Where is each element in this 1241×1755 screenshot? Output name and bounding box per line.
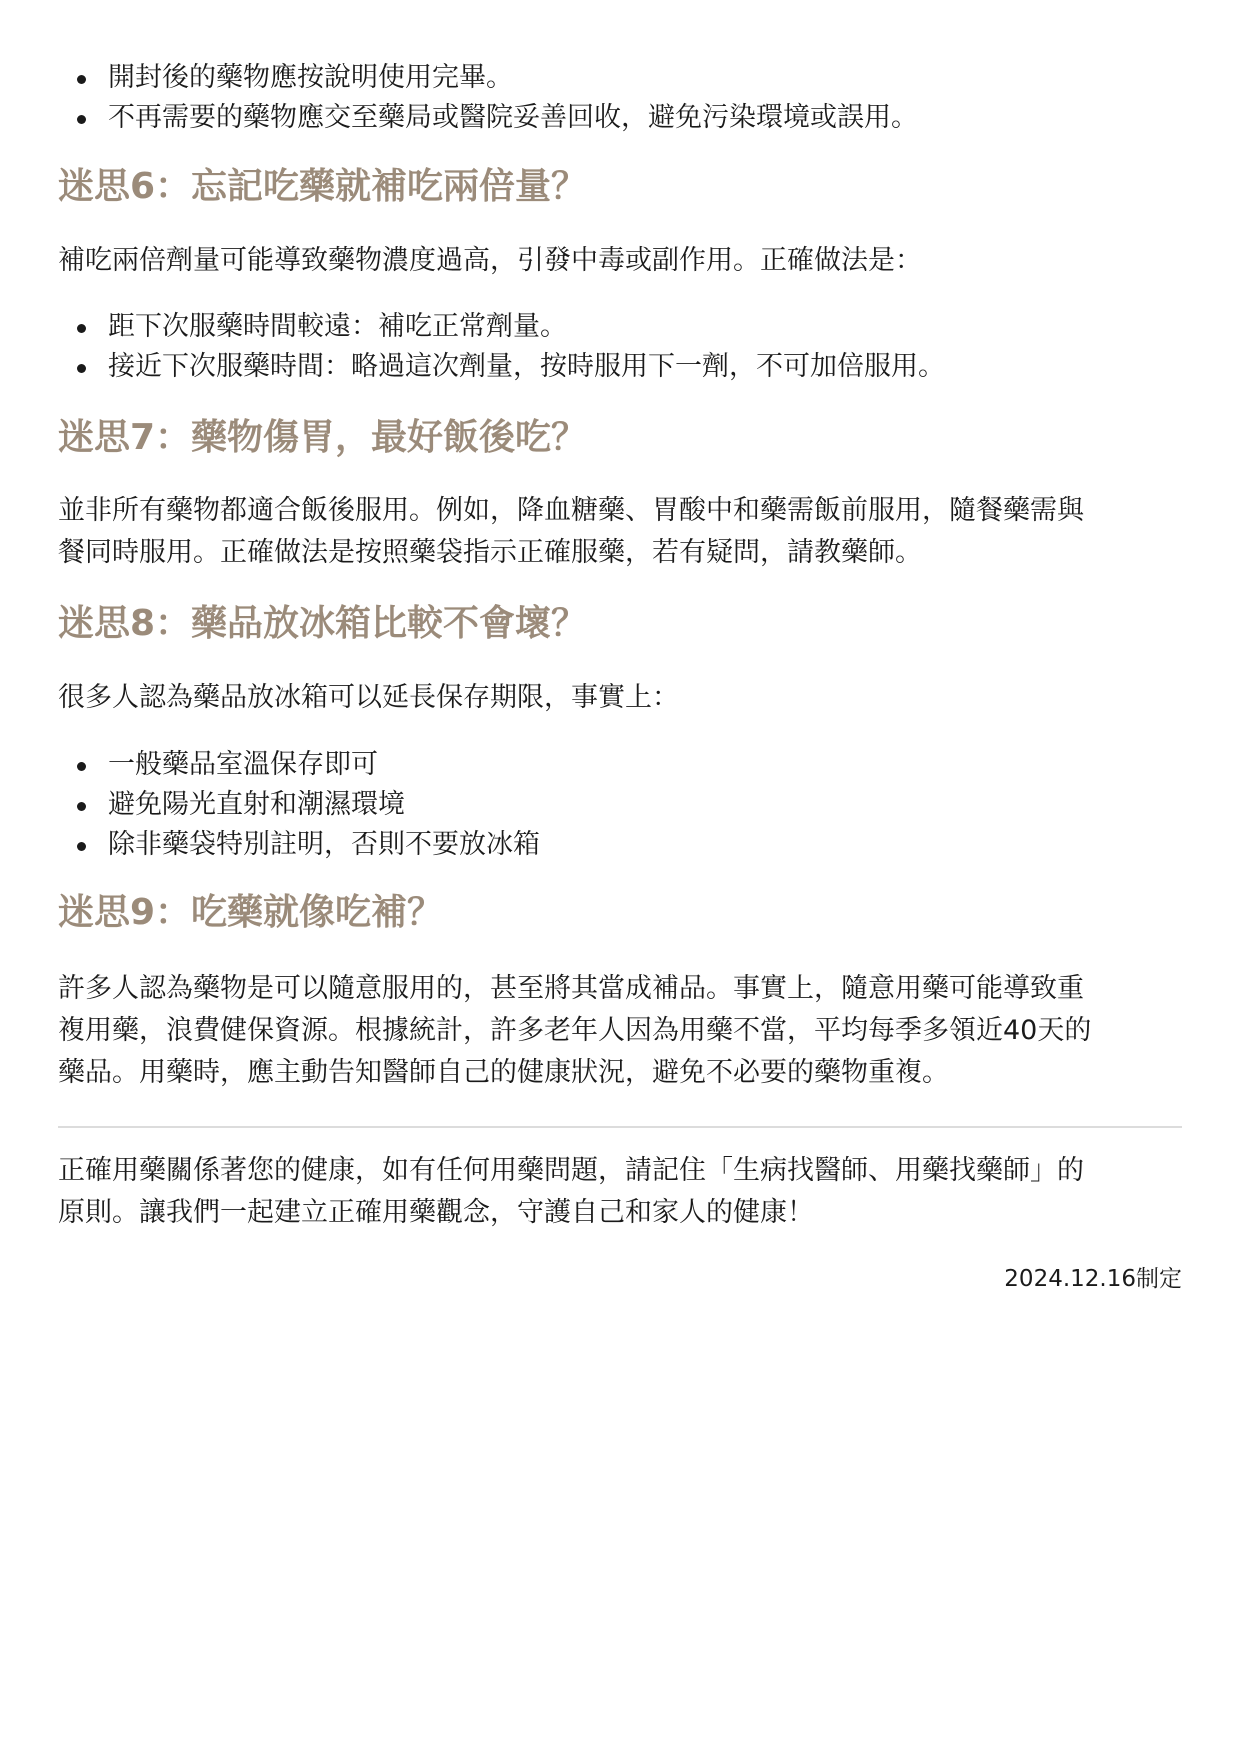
paragraph-line: 複用藥，浪費健保資源。根據統計，許多老年人因為用藥不當，平均每季多領近40天的 xyxy=(58,1015,1092,1046)
section-divider xyxy=(58,1126,1182,1128)
paragraph-line: 並非所有藥物都適合飯後服用。例如，降血糖藥、胃酸中和藥需飯前服用，隨餐藥需與 xyxy=(58,495,1084,526)
closing-paragraph xyxy=(58,1150,1182,1234)
paragraph-line: 藥品。用藥時，應主動告知醫師自己的健康狀況，避免不必要的藥物重複。 xyxy=(58,1057,949,1088)
myth-8-paragraph: 很多人認為藥品放冰箱可以延長保存期限，事實上： xyxy=(58,682,679,713)
myth-9-heading: 迷思9：吃藥就像吃補？ xyxy=(58,892,444,933)
list-item: 開封後的藥物應按說明使用完畢。 xyxy=(58,58,1182,98)
paragraph-line: 餐同時服用。正確做法是按照藥袋指示正確服藥，若有疑問，請教藥師。 xyxy=(58,537,922,568)
disposal-tips-list xyxy=(58,58,1182,138)
myth-6-paragraph: 補吃兩倍劑量可能導致藥物濃度過高，引發中毒或副作用。正確做法是： xyxy=(58,245,922,276)
list-item: 避免陽光直射和潮濕環境 xyxy=(58,785,1182,825)
myth-8-list xyxy=(58,745,1182,865)
list-item: 不再需要的藥物應交至藥局或醫院妥善回收，避免污染環境或誤用。 xyxy=(58,98,1182,138)
list-item: 除非藥袋特別註明，否則不要放冰箱 xyxy=(58,825,1182,865)
paragraph-line: 正確用藥關係著您的健康，如有任何用藥問題，請記住「生病找醫師、用藥找藥師」的 xyxy=(58,1155,1084,1186)
myth-6-heading: 迷思6：忘記吃藥就補吃兩倍量？ xyxy=(58,166,588,207)
list-item: 距下次服藥時間較遠：補吃正常劑量。 xyxy=(58,307,1182,347)
paragraph-line: 許多人認為藥物是可以隨意服用的，甚至將其當成補品。事實上，隨意用藥可能導致重 xyxy=(58,973,1084,1004)
myth-8-heading: 迷思8：藥品放冰箱比較不會壞？ xyxy=(58,603,588,644)
date-stamp: 2024.12.16制定 xyxy=(1004,1266,1182,1292)
myth-7-paragraph xyxy=(58,490,1182,574)
myth-7-heading: 迷思7：藥物傷胃，最好飯後吃？ xyxy=(58,417,588,458)
paragraph-line: 原則。讓我們一起建立正確用藥觀念，守護自己和家人的健康！ xyxy=(58,1197,814,1228)
list-item: 一般藥品室溫保存即可 xyxy=(58,745,1182,785)
myth-9-paragraph xyxy=(58,968,1182,1094)
list-item: 接近下次服藥時間：略過這次劑量，按時服用下一劑，不可加倍服用。 xyxy=(58,347,1182,387)
myth-6-list xyxy=(58,307,1182,387)
